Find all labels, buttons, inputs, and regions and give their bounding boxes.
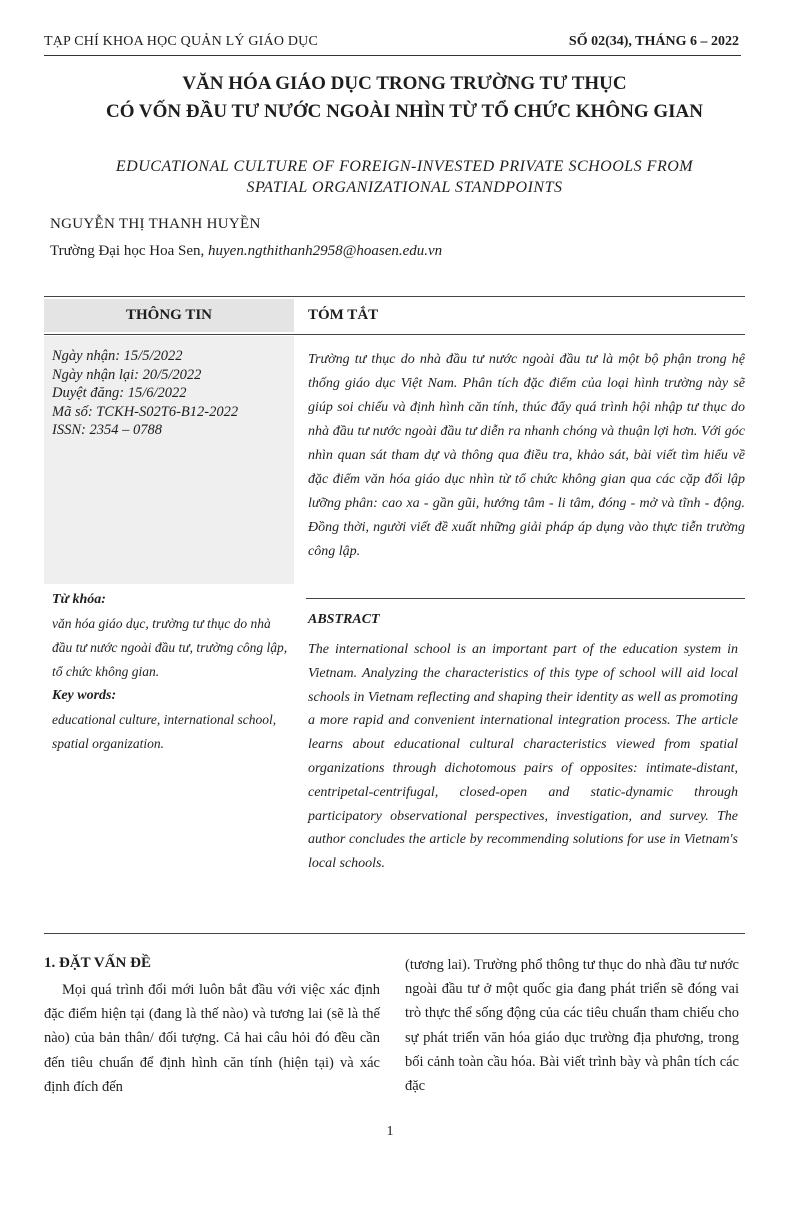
article-title-en [0, 156, 809, 198]
abstract-en-heading: ABSTRACT [308, 612, 380, 627]
keywords-en: educational culture, international school, spatial organization. [52, 712, 277, 751]
body-column-right: (tương lai). Trường phổ thông tư thục do nhà đầu tư nước ngoài đầu tư ở một quốc gia đang phát triển sẽ đóng vai trò thực thể sống động của các tiêu chuẩn tham chiếu cho sự phát triển văn hóa giáo dục trường địa phương, trong bối cảnh toàn cầu hóa. Bài viết trình bày và phân tích các đặc [405, 957, 739, 1095]
keywords-en-label: Key words: [52, 688, 117, 703]
abstract-vi-heading: TÓM TẮT [308, 307, 379, 323]
author-affiliation [50, 243, 442, 260]
article-code: Mã số: TCKH-S02T6-B12-2022 [52, 403, 239, 420]
title-vi-line1: VĂN HÓA GIÁO DỤC TRONG TRƯỜNG TƯ THỤC [182, 73, 627, 94]
affiliation-text: Trường Đại học Hoa Sen, [50, 243, 208, 259]
body-column-left: Mọi quá trình đổi mới luôn bắt đầu với việc xác định đặc điểm hiện tại (đang là thế nào) và tương lai (sẽ là thế nào) của bản thân/ đối tượng. Cả hai câu hỏi đó đều cần đến tiêu chuẩn để định hình căn tính (hiện tại) và xác định đích đến [44, 982, 380, 1095]
received-date: Ngày nhận: 15/5/2022 [52, 348, 183, 364]
info-box-heading: THÔNG TIN [126, 307, 212, 323]
header-rule [44, 55, 741, 56]
box-top-rule [44, 296, 745, 297]
author-name: NGUYỄN THỊ THANH HUYỀN [50, 216, 261, 232]
issue-info: SỐ 02(34), THÁNG 6 – 2022 [568, 34, 739, 49]
section-heading: 1. ĐẶT VẤN ĐỀ [44, 955, 151, 971]
title-vi-line2: CÓ VỐN ĐẦU TƯ NƯỚC NGOÀI NHÌN TỪ TỔ CHỨC KHÔNG GIAN [106, 101, 703, 122]
keywords-vi: văn hóa giáo dục, trường tư thục do nhà đầu tư nước ngoài đầu tư, trường công lập, tổ chức không gian. [52, 616, 288, 679]
article-info [52, 347, 238, 440]
box-bottom-rule [44, 933, 745, 934]
abstract-vi-text: Trường tư thục do nhà đầu tư nước ngoài đầu tư là một bộ phận trong hệ thống giáo dục Việt Nam. Phân tích đặc điểm của loại hình trường này sẽ giúp soi chiếu và định hình căn tính, thúc đẩy quá trình hội nhập tư thục do nhà đầu tư nước ngoài đầu tư diễn ra nhanh chóng và thuận lợi hơn. Với góc nhìn quan sát tham dự và thông qua điều tra, khảo sát, bài viết tìm hiểu về đặc điểm văn hóa giáo dục nhìn từ tổ chức không gian qua các cặp đối lập lưỡng phân: cao xa - gần gũi, hướng tâm - li tâm, đóng - mở và tĩnh - động. Đồng thời, người viết đề xuất những giải pháp áp dụng vào thực tiễn trường công lập. [308, 352, 745, 559]
issn: ISSN: 2354 – 0788 [52, 422, 162, 439]
abstract-divider-rule [306, 598, 745, 599]
abstract-en-text: The international school is an important part of the education system in Vietnam. Analyzing the characteristics of this type of school will aid local schools in Vietnam reflecting and shaping their identity as well as promoting a more rapid and convenient international integration process. The article learns about educational cultural characteristics viewed from spatial organizations through dichotomous pairs of opposites: intimate-distant, centripetal-centrifugal, closed-open and static-dynamic through participatory observational perspectives, investigation, and survey. The author concludes the article by recommending solutions for use in Vietnam's local schools. [308, 642, 738, 872]
box-header-rule [44, 334, 745, 335]
article-title-vi [0, 70, 809, 126]
accepted-date: Duyệt đăng: 15/6/2022 [52, 385, 187, 402]
keywords-block [52, 588, 292, 756]
page-number: 1 [386, 1124, 394, 1139]
keywords-vi-label: Từ khóa: [52, 592, 106, 607]
title-en-line2: SPATIAL ORGANIZATIONAL STANDPOINTS [246, 179, 563, 196]
journal-name: TẠP CHÍ KHOA HỌC QUẢN LÝ GIÁO DỤC [44, 34, 319, 49]
title-en-line1: EDUCATIONAL CULTURE OF FOREIGN-INVESTED PRIVATE SCHOOLS FROM [115, 158, 694, 175]
revised-date: Ngày nhận lại: 20/5/2022 [52, 366, 202, 383]
author-email: huyen.ngthithanh2958@hoasen.edu.vn [208, 243, 443, 259]
